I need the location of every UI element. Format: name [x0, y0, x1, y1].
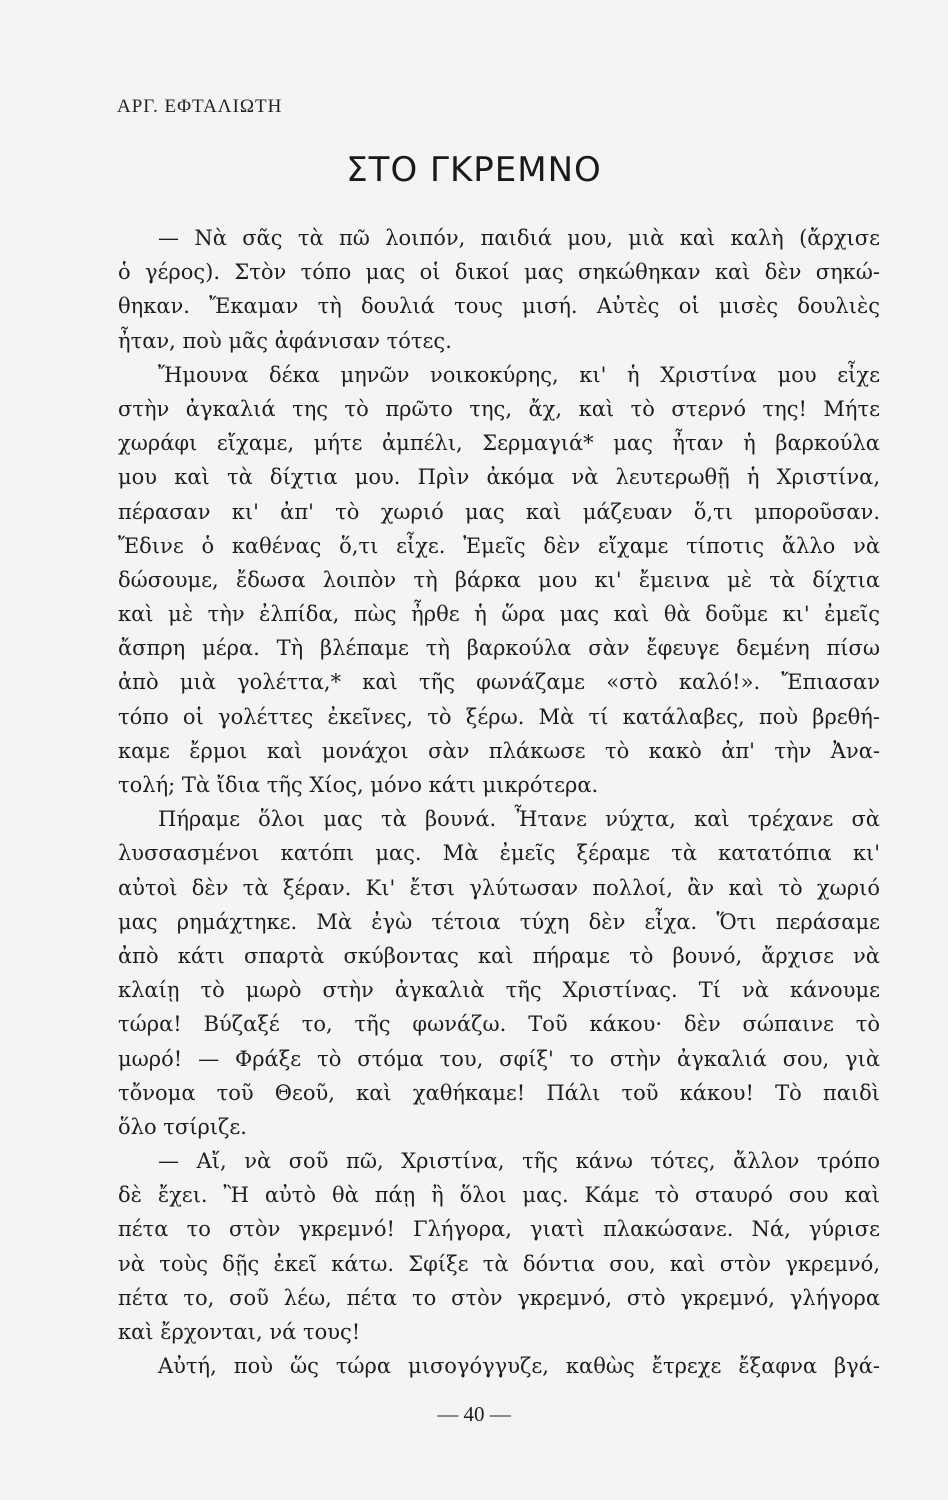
text-line: νὰ τοὺς δῇς ἐκεῖ κάτω. Σφίξε τὰ δόντια σου, καὶ στὸν γκρεμνό,: [118, 1251, 880, 1276]
story-text: [118, 221, 880, 1383]
text-line: ἦταν, ποὺ μᾶς ἀφάνισαν τότες.: [118, 328, 452, 353]
text-line: ἀπὸ κάτι σπαρτὰ σκύβοντας καὶ πήραμε τὸ βουνό, ἄρχισε νὰ: [118, 943, 880, 968]
text-line: καμε ἔρμοι καὶ μονάχοι σὰν πλάκωσε τὸ κακὸ ἀπ' τὴν Ἀνα-: [118, 738, 880, 763]
text-line: Πήραμε ὅλοι μας τὰ βουνά. Ἦτανε νύχτα, καὶ τρέχανε σὰ: [158, 807, 880, 832]
text-line: πέρασαν κι' ἀπ' τὸ χωριό μας καὶ μάζευαν ὅ,τι μποροῦσαν.: [118, 499, 880, 524]
text-line: ἀπὸ μιὰ γολέττα,* καὶ τῆς φωνάζαμε «στὸ καλό!». Ἔπιασαν: [118, 670, 880, 695]
text-line: μας ρημάχτηκε. Μὰ ἐγὼ τέτοια τύχη δὲν εἶχα. Ὅτι περάσαμε: [118, 909, 880, 934]
text-line: τὄνομα τοῦ Θεοῦ, καὶ χαθήκαμε! Πάλι τοῦ κάκου! Τὸ παιδὶ: [118, 1080, 880, 1105]
text-line: — Αἴ, νὰ σοῦ πῶ, Χριστίνα, τῆς κάνω τότες, ἄλλον τρόπο: [158, 1149, 880, 1174]
text-line: πέτα το, σοῦ λέω, πέτα το στὸν γκρεμνό, στὸ γκρεμνό, γλήγορα: [118, 1285, 880, 1310]
text-line: τώρα! Βύζαξέ το, τῆς φωνάζω. Τοῦ κάκου· δὲν σώπαινε τὸ: [118, 1012, 880, 1037]
text-line: πέτα το στὸν γκρεμνό! Γλήγορα, γιατὶ πλακώσανε. Νά, γύρισε: [118, 1217, 880, 1242]
text-line: ἄσπρη μέρα. Τὴ βλέπαμε τὴ βαρκούλα σὰν ἔφευγε δεμένη πίσω: [118, 636, 880, 661]
text-line: καὶ ἔρχονται, νά τους!: [118, 1320, 361, 1344]
text-line: θηκαν. Ἔκαμαν τὴ δουλιά τους μισή. Αὐτὲς οἱ μισὲς δουλιὲς: [118, 294, 880, 319]
text-line: λυσσασμένοι κατόπι μας. Μὰ ἐμεῖς ξέραμε τὰ κατατόπια κι': [118, 841, 880, 866]
text-line: τόπο οἱ γολέττες ἐκεῖνες, τὸ ξέρω. Μὰ τί κατάλαβες, ποὺ βρεθή-: [118, 704, 880, 729]
text-line: κλαίῃ τὸ μωρὸ στὴν ἀγκαλιὰ τῆς Χριστίνας. Τί νὰ κάνουμε: [118, 978, 880, 1003]
text-line: Αὐτή, ποὺ ὥς τώρα μισογόγγυζε, καθὼς ἔτρεχε ἔξαφνα βγά-: [158, 1354, 880, 1379]
text-line: ὁ γέρος). Στὸν τόπο μας οἱ δικοί μας σηκώθηκαν καὶ δὲν σηκώ-: [118, 260, 880, 285]
text-line: καὶ μὲ τὴν ἐλπίδα, πὼς ἦρθε ἡ ὥρα μας καὶ θὰ δοῦμε κι' ἐμεῖς: [118, 602, 880, 627]
text-line: Ἤμουνα δέκα μηνῶν νοικοκύρης, κι' ἡ Χριστίνα μου εἶχε: [158, 362, 880, 387]
text-line: χωράφι εἴχαμε, μήτε ἀμπέλι, Σερμαγιά* μας ἦταν ἡ βαρκούλα: [118, 431, 880, 456]
text-line: δώσουμε, ἔδωσα λοιπὸν τὴ βάρκα μου κι' ἔμεινα μὲ τὰ δίχτια: [118, 567, 880, 592]
text-line: Ἔδινε ὁ καθένας ὅ,τι εἶχε. Ἐμεῖς δὲν εἴχαμε τίποτις ἄλλο νὰ: [118, 533, 880, 558]
text-line: μου καὶ τὰ δίχτια μου. Πρὶν ἀκόμα νὰ λευτερωθῇ ἡ Χριστίνα,: [118, 465, 880, 490]
page-number: — 40 —: [437, 1402, 511, 1426]
running-head: ΑΡΓ. ΕΦΤΑΛΙΩΤΗ: [117, 96, 283, 117]
text-line: αὐτοὶ δὲν τὰ ξέραν. Κι' ἔτσι γλύτωσαν πολλοί, ἂν καὶ τὸ χωριό: [118, 875, 880, 900]
story-title: ΣΤΟ ΓΚΡΕΜΝΟ: [346, 150, 602, 190]
text-line: — Νὰ σᾶς τὰ πῶ λοιπόν, παιδιά μου, μιὰ καὶ καλὴ (ἄρχισε: [158, 226, 880, 250]
text-line: ὅλο τσίριζε.: [118, 1114, 247, 1139]
text-line: δὲ ἔχει. Ἢ αὐτὸ θὰ πάῃ ἢ ὅλοι μας. Κάμε τὸ σταυρό σου καὶ: [118, 1183, 880, 1208]
text-line: μωρό! — Φράξε τὸ στόμα του, σφίξ' το στὴν ἀγκαλιά σου, γιὰ: [118, 1046, 880, 1071]
text-line: στὴν ἀγκαλιά της τὸ πρῶτο της, ἄχ, καὶ τὸ στερνό της! Μήτε: [118, 396, 880, 421]
text-line: τολή; Τὰ ἴδια τῆς Χίος, μόνο κάτι μικρότερα.: [118, 773, 599, 797]
